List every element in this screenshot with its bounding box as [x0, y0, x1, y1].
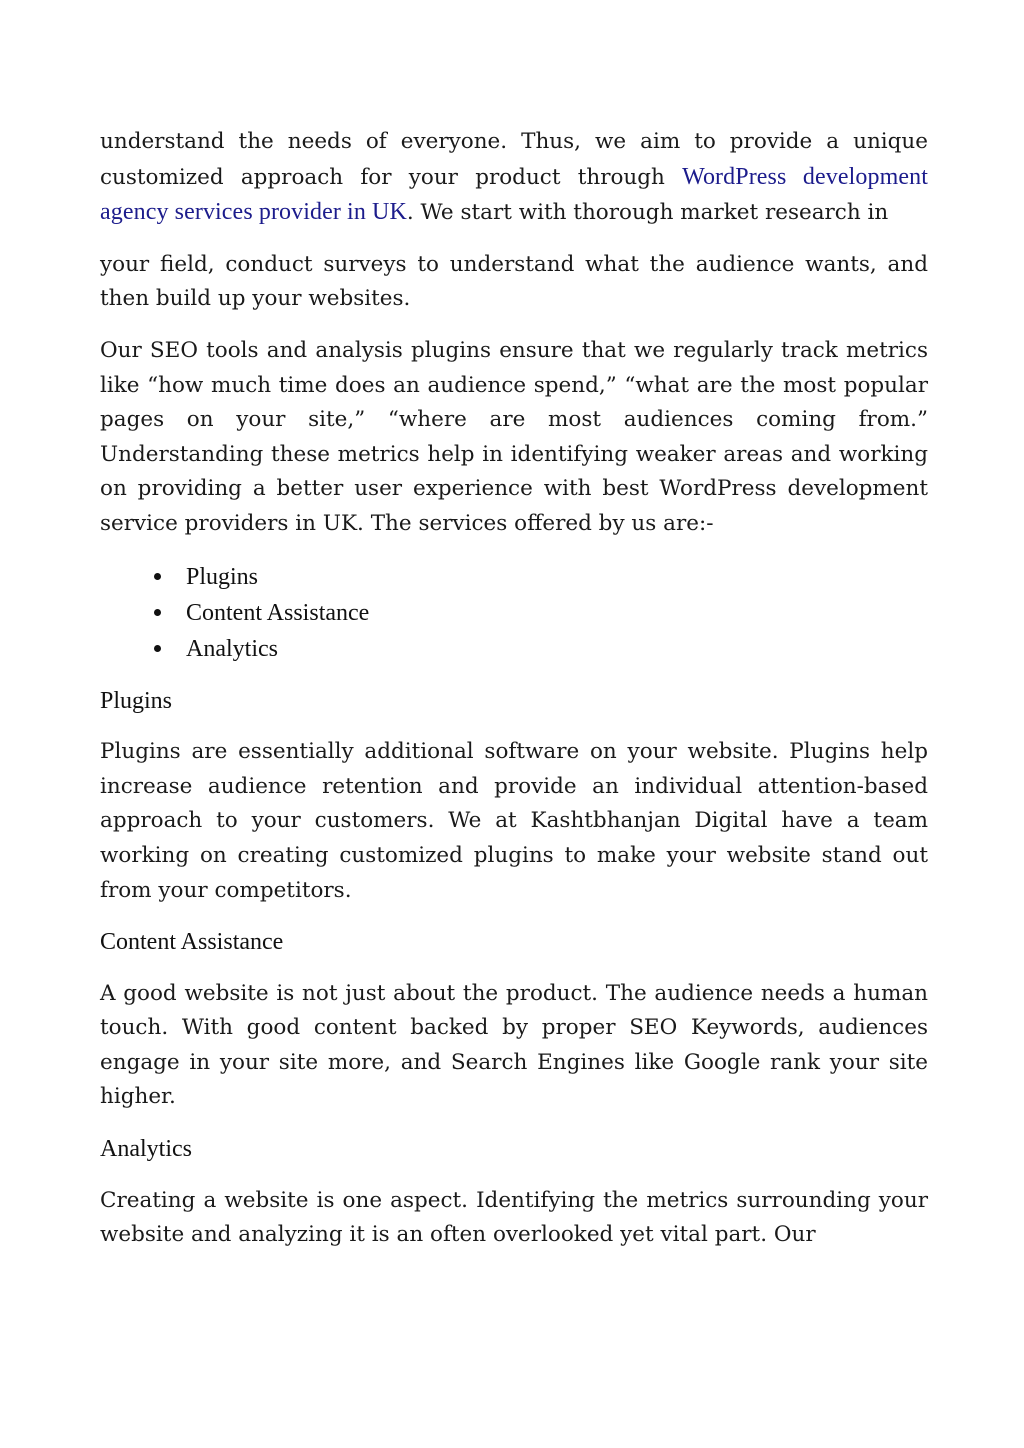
plugins-paragraph: Plugins are essentially additional software on your website. Plugins help increase audience retention and provide an individual attention-based approach to your customers. We at Kashtbhanjan Digital have a team working on creating customized plugins to make your website stand out from your competitors. [100, 739, 928, 903]
field-paragraph: your field, conduct surveys to understand what the audience wants, and then build up your websites. [100, 251, 928, 312]
content-assistance-paragraph: A good website is not just about the product. The audience needs a human touch. With good content backed by proper SEO Keywords, audiences engage in your site more, and Search Engines like Google rank your site higher. [100, 980, 928, 1110]
intro-paragraph [100, 125, 928, 231]
list-item [154, 595, 928, 631]
services-list [100, 559, 928, 667]
analytics-heading: Analytics [100, 1136, 192, 1163]
wordpress-agency-link[interactable]: WordPress development agency services provider in UK [100, 163, 928, 226]
bullet-icon [154, 573, 161, 580]
service-label: Content Assistance [186, 599, 370, 626]
bullet-icon [154, 609, 161, 616]
analytics-paragraph: Creating a website is one aspect. Identifying the metrics surrounding your website and analyzing it is an often overlooked yet vital part. Our [100, 1187, 928, 1248]
content-assistance-heading: Content Assistance [100, 929, 284, 956]
intro-text-end: . We start with thorough market research in [406, 200, 889, 226]
bullet-icon [154, 645, 161, 652]
seo-tools-paragraph: Our SEO tools and analysis plugins ensure that we regularly track metrics like “how much time does an audience spend,” “what are the most popular pages on your site,” “where are most audiences coming from.” Understanding these metrics help in identifying weaker areas and working on providing a better user experience with best WordPress development service providers in UK. The services offered by us are:- [100, 337, 928, 536]
document-page [100, 125, 928, 1270]
list-item [154, 631, 928, 667]
plugins-heading: Plugins [100, 687, 173, 714]
intro-text-start: understand the needs of everyone. Thus, we aim to provide a unique customized approach for your product through [100, 129, 928, 190]
service-label: Plugins [186, 563, 259, 590]
service-label: Analytics [186, 635, 278, 662]
list-item [154, 559, 928, 595]
